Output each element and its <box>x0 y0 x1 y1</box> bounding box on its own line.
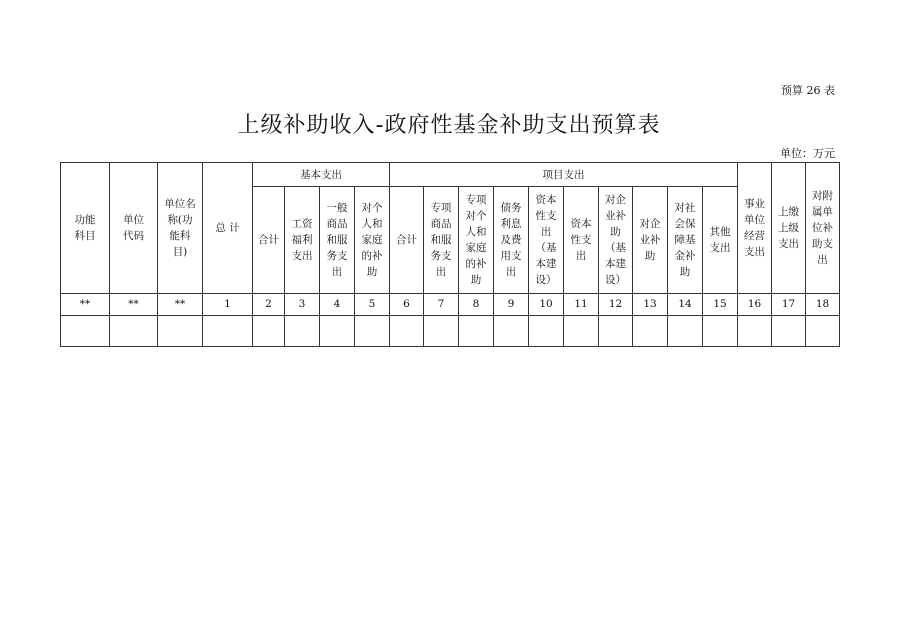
header-project-col: 对企业补助（基本建设） <box>599 187 633 294</box>
data-cell[interactable] <box>564 315 599 346</box>
number-cell: 12 <box>599 293 633 315</box>
header-unit-name: 单位名称(功能科目) <box>158 163 203 294</box>
number-cell: 13 <box>633 293 668 315</box>
header-basic-group: 基本支出 <box>253 163 390 187</box>
header-upper-pay: 上缴上级支出 <box>772 163 806 294</box>
header-project-col: 对社会保障基金补助 <box>668 187 703 294</box>
empty-data-row <box>61 315 840 346</box>
budget-table <box>60 162 840 347</box>
data-cell[interactable] <box>529 315 564 346</box>
header-affiliate-sub: 对附属单位补助支出 <box>806 163 840 294</box>
number-cell: 14 <box>668 293 703 315</box>
header-project-col: 资本性支出 <box>564 187 599 294</box>
number-cell: 9 <box>494 293 529 315</box>
number-cell: 10 <box>529 293 564 315</box>
data-cell[interactable] <box>61 315 110 346</box>
number-cell: 2 <box>253 293 285 315</box>
number-cell: 6 <box>390 293 424 315</box>
form-number: 预算 26 表 <box>781 84 835 97</box>
data-cell[interactable] <box>494 315 529 346</box>
header-basic-col: 对个人和家庭的补助 <box>355 187 390 294</box>
data-cell[interactable] <box>424 315 459 346</box>
number-cell: 3 <box>285 293 320 315</box>
number-cell: 5 <box>355 293 390 315</box>
data-cell[interactable] <box>806 315 840 346</box>
number-cell: ** <box>61 293 110 315</box>
data-cell[interactable] <box>320 315 355 346</box>
data-cell[interactable] <box>772 315 806 346</box>
header-basic-col: 合计 <box>253 187 285 294</box>
header-basic-col: 一般商品和服务支出 <box>320 187 355 294</box>
number-row <box>61 293 840 315</box>
header-project-col: 资本性支出（基本建设） <box>529 187 564 294</box>
number-cell: 15 <box>703 293 738 315</box>
header-project-col: 专项商品和服务支出 <box>424 187 459 294</box>
data-cell[interactable] <box>390 315 424 346</box>
header-total: 总 计 <box>203 163 253 294</box>
page-title: 上级补助收入-政府性基金补助支出预算表 <box>237 113 661 138</box>
header-project-group: 项目支出 <box>390 163 738 187</box>
data-cell[interactable] <box>110 315 158 346</box>
unit-label: 单位：万元 <box>780 147 835 160</box>
number-cell: 4 <box>320 293 355 315</box>
number-cell: ** <box>110 293 158 315</box>
data-cell[interactable] <box>459 315 494 346</box>
number-cell: 1 <box>203 293 253 315</box>
header-basic-col: 工资福利支出 <box>285 187 320 294</box>
data-cell[interactable] <box>738 315 772 346</box>
number-cell: 7 <box>424 293 459 315</box>
header-project-col: 债务利息及费用支出 <box>494 187 529 294</box>
header-project-col: 专项对个人和家庭的补助 <box>459 187 494 294</box>
number-cell: 8 <box>459 293 494 315</box>
number-cell: 16 <box>738 293 772 315</box>
data-cell[interactable] <box>253 315 285 346</box>
header-project-col: 合计 <box>390 187 424 294</box>
data-cell[interactable] <box>285 315 320 346</box>
data-cell[interactable] <box>203 315 253 346</box>
data-cell[interactable] <box>158 315 203 346</box>
number-cell: ** <box>158 293 203 315</box>
number-cell: 11 <box>564 293 599 315</box>
header-func-subject: 功能科目 <box>61 163 110 294</box>
data-cell[interactable] <box>703 315 738 346</box>
number-cell: 18 <box>806 293 840 315</box>
header-project-col: 其他支出 <box>703 187 738 294</box>
data-cell[interactable] <box>355 315 390 346</box>
number-cell: 17 <box>772 293 806 315</box>
header-enterprise-exp: 事业单位经营支出 <box>738 163 772 294</box>
header-unit-code: 单位代码 <box>110 163 158 294</box>
data-cell[interactable] <box>668 315 703 346</box>
data-cell[interactable] <box>599 315 633 346</box>
header-project-col: 对企业补助 <box>633 187 668 294</box>
data-cell[interactable] <box>633 315 668 346</box>
